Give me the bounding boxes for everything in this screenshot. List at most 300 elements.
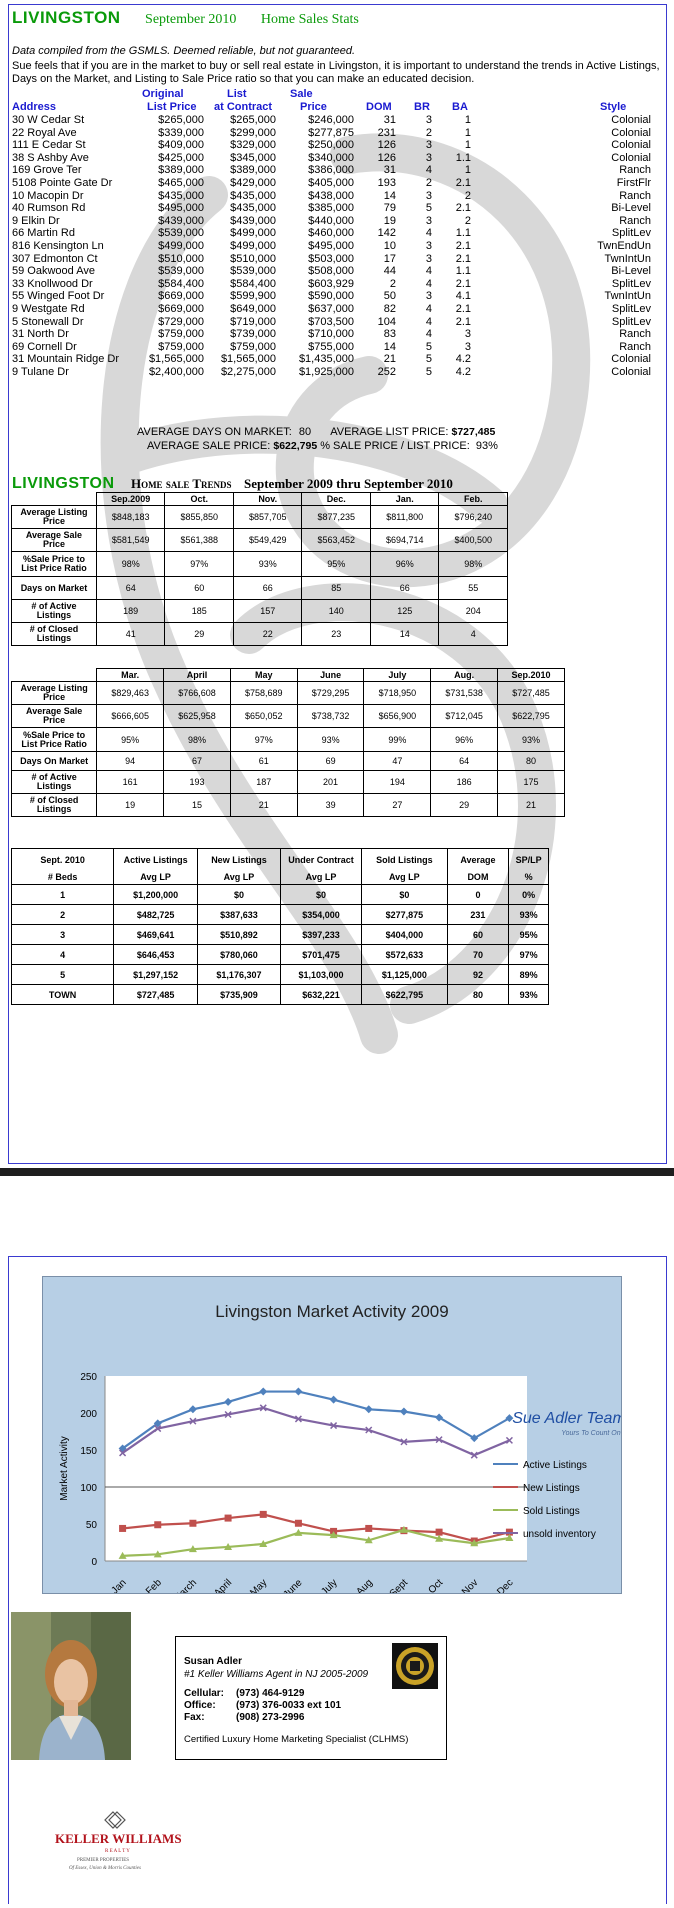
col-head-dom: DOM [366,101,392,113]
listing-style: Colonial [611,151,651,164]
col-head-sale-top: Sale [290,88,313,100]
listing-br: 3 [425,290,432,303]
beds-cell: $632,221 [280,985,361,1005]
listing-br: 4 [425,328,432,341]
listing-address: 55 Winged Foot Dr [12,290,105,303]
listing-ba: 1 [464,164,471,177]
trend-value: 97% [165,552,234,577]
listing-address: 33 Knollwood Dr [12,277,93,290]
listing-style: Colonial [611,366,651,378]
listing-price: $603,929 [308,277,354,290]
trend-value: $829,463 [97,682,164,705]
month-header: May [230,669,297,682]
listing-br: 3 [425,240,432,252]
row-label: Average Sale Price [12,705,97,728]
listing-contract: $739,000 [230,328,276,341]
beds-cell: 97% [509,945,549,965]
listing-address: 9 Westgate Rd [12,303,85,315]
listing-address: 5 Stonewall Dr [12,315,84,328]
listing-style: Ranch [619,189,651,202]
trend-value: 69 [297,752,364,771]
trend-value: $712,045 [431,705,498,728]
listing-row [9,265,668,277]
beds-table [11,848,549,1005]
listing-orig: $2,400,000 [148,366,204,378]
beds-cell: $780,060 [197,945,280,965]
trend-value: 201 [297,771,364,794]
listing-dom: 104 [377,315,396,328]
beds-cell: $727,485 [114,985,198,1005]
trend-value: 60 [165,577,234,600]
listing-dom: 126 [377,139,396,152]
beds-cell: 5 [12,965,114,985]
trend-value: $848,183 [96,506,165,529]
x-tick-label: June [281,1577,305,1593]
trend-value: 185 [165,600,234,623]
month-header: Jan. [370,493,439,506]
listing-row [9,114,668,126]
beds-subhead: Avg LP [197,871,280,885]
listing-ba: 1 [464,114,471,126]
listing-contract: $435,000 [230,202,276,215]
trend-value: 19 [97,794,164,817]
beds-cell: $1,200,000 [114,885,198,905]
trend-value: 21 [230,794,297,817]
listing-price: $1,435,000 [298,353,354,366]
beds-head: Average [447,849,509,871]
trend-value: 140 [302,600,371,623]
listing-br: 5 [425,366,432,378]
listing-dom: 193 [377,177,396,189]
cell-number: (973) 464-9129 [236,1688,305,1699]
x-tick-label: April [212,1577,235,1593]
beds-head: SP/LP [509,849,549,871]
legend-label: New Listings [523,1483,580,1494]
listing-orig: $425,000 [158,151,204,164]
listing-dom: 14 [383,340,396,353]
listing-price: $503,000 [308,252,354,265]
listing-orig: $669,000 [158,303,204,315]
listing-price: $637,000 [308,303,354,315]
listing-dom: 14 [383,189,396,202]
listing-orig: $265,000 [158,114,204,126]
beds-cell: $1,103,000 [280,965,361,985]
beds-cell: $572,633 [362,945,448,965]
listing-address: 69 Cornell Dr [12,340,77,353]
trend-value: 14 [370,623,439,646]
listing-contract: $435,000 [230,189,276,202]
trend-value: $400,500 [439,529,508,552]
listing-ba: 1.1 [455,151,471,164]
listing-orig: $409,000 [158,139,204,152]
listing-address: 10 Macopin Dr [12,189,84,202]
listing-ba: 2 [464,214,471,227]
row-label: %Sale Price to List Price Ratio [12,552,97,577]
listing-row [9,164,668,176]
month-header: Sep.2010 [498,669,565,682]
trend-value: 4 [439,623,508,646]
listing-address: 30 W Cedar St [12,114,85,126]
listing-contract: $719,000 [230,315,276,328]
listing-br: 4 [425,164,432,177]
col-head-list-top: List [227,88,247,100]
trend-value: 187 [230,771,297,794]
row-label: Average Listing Price [12,506,97,529]
trend-value: 161 [97,771,164,794]
listing-br: 4 [425,227,432,240]
x-tick-label: July [319,1577,340,1593]
trend-value: 96% [431,728,498,752]
listing-contract: $265,000 [230,114,276,126]
beds-subhead: Avg LP [114,871,198,885]
kw-line2: PREMIER PROPERTIES [77,1858,130,1863]
fax-number: (908) 273-2996 [236,1712,305,1723]
listing-dom: 10 [383,240,396,252]
trend-value: 39 [297,794,364,817]
listing-price: $755,000 [308,340,354,353]
trend-value: 64 [96,577,165,600]
listing-orig: $510,000 [158,252,204,265]
trends-period: September 2009 thru September 2010 [243,476,453,491]
listing-contract: $2,275,000 [220,366,276,378]
beds-cell: 93% [509,985,549,1005]
x-tick-label: March [171,1577,200,1593]
trend-value: 22 [233,623,302,646]
trends-header [12,475,453,493]
avg-sale-value: $622,795 [273,440,318,452]
listing-price: $460,000 [308,227,354,240]
trend-value: 175 [498,771,565,794]
listing-price: $385,000 [308,202,354,215]
trend-value: 97% [230,728,297,752]
listing-address: 307 Edmonton Ct [12,252,98,265]
trends-table-2009 [11,492,508,646]
beds-cell: 3 [12,925,114,945]
beds-cell: 89% [509,965,549,985]
agent-photo [11,1612,131,1760]
listing-orig: $435,000 [158,189,204,202]
listing-contract: $1,565,000 [220,353,276,366]
listing-row [9,316,668,328]
avg-ratio-label: % SALE PRICE / LIST PRICE: [320,440,470,452]
listing-dom: 50 [383,290,396,303]
beds-cell: $1,125,000 [362,965,448,985]
beds-cell: 1 [12,885,114,905]
listing-address: 9 Tulane Dr [12,366,69,378]
row-label: Days on Market [12,577,97,600]
avg-list-label: AVERAGE LIST PRICE: [330,426,449,438]
listing-style: Colonial [611,114,651,126]
legend-label: Active Listings [523,1460,587,1471]
x-tick-label: Dec [495,1577,516,1593]
y-tick-label: 150 [80,1446,97,1457]
avg-line-2 [147,440,498,452]
trend-value: $729,295 [297,682,364,705]
beds-cell: $0 [280,885,361,905]
listing-row [9,303,668,315]
listing-contract: $499,000 [230,240,276,252]
listing-style: TwnEndUn [597,240,651,252]
trend-value: $666,605 [97,705,164,728]
listing-price: $246,000 [308,114,354,126]
listing-dom: 17 [383,252,396,265]
listing-ba: 2.1 [455,252,471,265]
listing-price: $508,000 [308,265,354,278]
listing-row [9,341,668,353]
listing-price: $438,000 [308,189,354,202]
listing-dom: 252 [377,366,396,378]
month-header: Nov. [233,493,302,506]
beds-cell: 60 [447,925,509,945]
certification: Certified Luxury Home Marketing Specialist (CLHMS) [184,1734,409,1745]
beds-head: New Listings [197,849,280,871]
x-tick-label: Oct [426,1577,446,1593]
avg-line-1 [137,426,495,438]
x-tick-label: Aug [354,1577,375,1593]
listing-contract: $499,000 [230,227,276,240]
avg-dom-label: AVERAGE DAYS ON MARKET: [137,426,292,438]
listing-price: $250,000 [308,139,354,152]
listing-address: 66 Martin Rd [12,227,75,240]
listing-ba: 2.1 [455,303,471,315]
trend-value: $758,689 [230,682,297,705]
trend-value: 193 [164,771,231,794]
agent-card [175,1636,447,1760]
fax-label: Fax: [184,1712,205,1723]
trend-value: $622,795 [498,705,565,728]
listing-contract: $329,000 [230,139,276,152]
trend-value: 85 [302,577,371,600]
trend-value: 80 [498,752,565,771]
listing-style: Colonial [611,139,651,152]
y-tick-label: 0 [91,1557,97,1568]
listing-dom: 142 [377,227,396,240]
listing-ba: 3 [464,340,471,353]
beds-cell: 95% [509,925,549,945]
trend-value: 93% [233,552,302,577]
page-separator [0,1168,674,1176]
beds-cell: $701,475 [280,945,361,965]
listing-row [9,290,668,302]
report-title: Home Sales Stats [260,12,359,27]
listing-ba: 4.2 [455,353,471,366]
listing-row [9,152,668,164]
trend-value: 15 [164,794,231,817]
listing-address: 59 Oakwood Ave [12,265,95,278]
legend-label: unsold inventory [523,1529,596,1540]
report-month: September 2010 [145,12,237,27]
trend-value: $731,538 [431,682,498,705]
data-disclaimer: Data compiled from the GSMLS. Deemed reliable, but not guaranteed. [12,45,356,57]
col-head-orig: List Price [147,101,197,113]
beds-subhead: DOM [447,871,509,885]
listing-address: 5108 Pointe Gate Dr [12,177,113,189]
month-header: April [164,669,231,682]
trend-value: 204 [439,600,508,623]
listing-dom: 31 [383,114,396,126]
listing-row [9,366,668,378]
chart-svg [43,1277,621,1593]
beds-subhead: Avg LP [280,871,361,885]
listing-dom: 83 [383,328,396,341]
listing-address: 31 North Dr [12,328,69,341]
trend-value: $561,388 [165,529,234,552]
trend-value: $549,429 [233,529,302,552]
beds-cell: 92 [447,965,509,985]
listing-br: 3 [425,214,432,227]
beds-cell: 0 [447,885,509,905]
listing-style: TwnIntUn [604,252,651,265]
beds-cell: $469,641 [114,925,198,945]
trend-value: 96% [370,552,439,577]
listing-dom: 126 [377,151,396,164]
listing-contract: $599,900 [230,290,276,303]
listing-address: 38 S Ashby Ave [12,151,89,164]
beds-cell: 231 [447,905,509,925]
trend-value: $766,608 [164,682,231,705]
y-tick-label: 50 [85,1520,97,1531]
listing-ba: 1.1 [455,265,471,278]
month-header: Mar. [97,669,164,682]
beds-subhead: # Beds [12,871,114,885]
listing-br: 3 [425,151,432,164]
row-label: # of Closed Listings [12,794,97,817]
listing-orig: $669,000 [158,290,204,303]
listing-row [9,240,668,252]
listing-orig: $729,000 [158,315,204,328]
trend-value: 61 [230,752,297,771]
market-activity-chart [42,1276,622,1594]
beds-cell: 0% [509,885,549,905]
listing-contract: $539,000 [230,265,276,278]
listing-contract: $429,000 [230,177,276,189]
trend-value: $857,705 [233,506,302,529]
month-header: Aug. [431,669,498,682]
x-tick-label: Feb [143,1577,164,1593]
beds-cell: $1,176,307 [197,965,280,985]
trend-value: $738,732 [297,705,364,728]
trend-value: $694,714 [370,529,439,552]
listing-br: 4 [425,315,432,328]
listing-contract: $345,000 [230,151,276,164]
listing-br: 3 [425,252,432,265]
listing-style: SplitLev [611,227,651,240]
col-head-orig-top: Original [142,88,184,100]
listing-ba: 2.1 [455,202,471,215]
trend-value: 29 [431,794,498,817]
beds-head: Active Listings [114,849,198,871]
trend-value: 94 [97,752,164,771]
listing-br: 4 [425,303,432,315]
data-point [365,1525,372,1532]
listing-dom: 19 [383,214,396,227]
month-header: Oct. [165,493,234,506]
listing-orig: $539,000 [158,265,204,278]
beds-cell: $0 [362,885,448,905]
row-label: Average Sale Price [12,529,97,552]
beds-cell: $354,000 [280,905,361,925]
agent-name: Susan Adler [184,1656,242,1667]
x-tick-label: Nov [460,1577,481,1593]
listing-orig: $389,000 [158,164,204,177]
report-header [12,8,359,28]
beds-head: Sept. 2010 [12,849,114,871]
listing-price: $440,000 [308,214,354,227]
trend-value: 23 [302,623,371,646]
trend-value: 29 [165,623,234,646]
data-point [295,1520,302,1527]
listing-dom: 82 [383,303,396,315]
listing-contract: $759,000 [230,340,276,353]
listing-orig: $1,565,000 [148,353,204,366]
listing-br: 2 [425,177,432,189]
beds-head: Under Contract [280,849,361,871]
data-point [260,1511,267,1518]
trend-value: 64 [431,752,498,771]
listing-br: 2 [425,126,432,139]
listing-br: 5 [425,353,432,366]
listing-style: Colonial [611,126,651,139]
data-point [119,1525,126,1532]
month-header: Dec. [302,493,371,506]
beds-subhead: Avg LP [362,871,448,885]
trend-value: 41 [96,623,165,646]
listing-ba: 2.1 [455,177,471,189]
listing-price: $405,000 [308,177,354,189]
listing-price: $386,000 [308,164,354,177]
trend-value: $718,950 [364,682,431,705]
col-head-br: BR [414,101,430,113]
kw-name: KELLER WILLIAMS [55,1831,182,1846]
x-tick-label: May [248,1577,270,1593]
beds-cell: 93% [509,905,549,925]
month-header: Sep.2009 [96,493,165,506]
beds-cell: $622,795 [362,985,448,1005]
x-tick-label: Jan [109,1577,129,1593]
data-point [436,1529,443,1536]
trend-value: 98% [96,552,165,577]
col-head-address: Address [12,101,57,113]
beds-cell: TOWN [12,985,114,1005]
listing-price: $340,000 [308,151,354,164]
listing-br: 5 [425,202,432,215]
listing-address: 111 E Cedar St [12,139,86,152]
listing-ba: 4.1 [455,290,471,303]
report-page [8,4,667,1164]
col-head-ba: BA [452,101,468,113]
listing-contract: $299,000 [230,126,276,139]
y-tick-label: 250 [80,1372,97,1383]
listing-row [9,127,668,139]
x-tick-label: Sept [387,1577,411,1593]
listing-ba: 2.1 [455,315,471,328]
month-header: July [364,669,431,682]
row-label: # of Closed Listings [12,623,97,646]
listing-br: 4 [425,265,432,278]
listing-row [9,139,668,151]
listing-ba: 4.2 [455,366,471,378]
listing-ba: 1 [464,126,471,139]
listing-row [9,190,668,202]
data-point [225,1515,232,1522]
office-number: (973) 376-0033 ext 101 [236,1700,342,1711]
trend-value: 93% [498,728,565,752]
row-label: # of Active Listings [12,600,97,623]
listing-orig: $539,000 [158,227,204,240]
listing-price: $590,000 [308,290,354,303]
listing-style: Colonial [611,353,651,366]
trend-value: 93% [297,728,364,752]
